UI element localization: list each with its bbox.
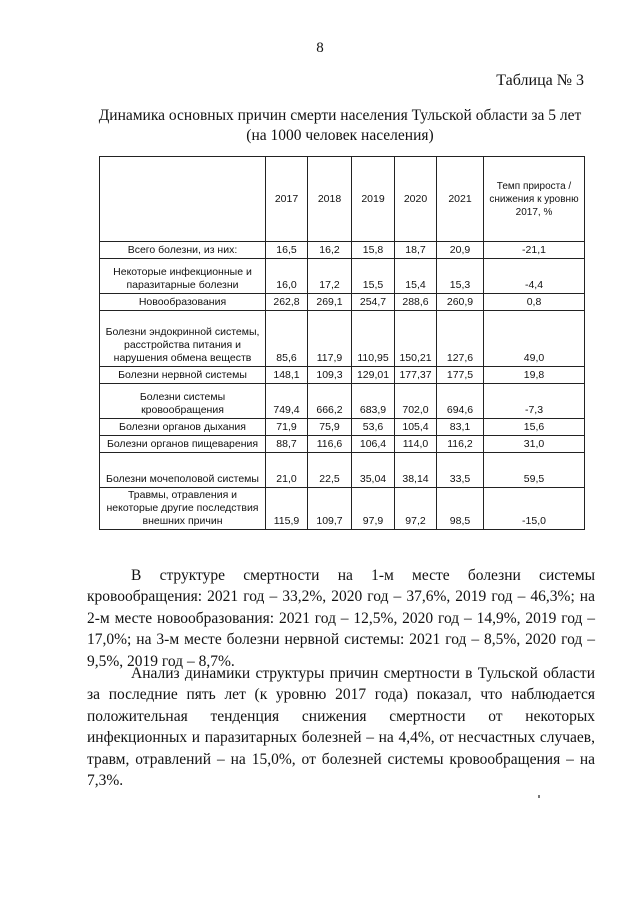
- value-2018: 109,7: [308, 488, 352, 530]
- value-2017: 115,9: [266, 488, 308, 530]
- value-2017: 85,6: [266, 311, 308, 367]
- header-growth-rate: Темп прироста /снижения к уровню 2017, %: [484, 157, 585, 242]
- table-row: [100, 367, 585, 384]
- value-2018: 117,9: [308, 311, 352, 367]
- header-year-2019: 2019: [352, 157, 395, 242]
- table-label: Таблица № 3: [496, 72, 584, 89]
- value-2017: 16,5: [266, 242, 308, 259]
- value-2019: 110,95: [352, 311, 395, 367]
- value-2021: 33,5: [437, 453, 484, 488]
- value-2021: 98,5: [437, 488, 484, 530]
- value-growth-rate: 59,5: [484, 453, 585, 488]
- mortality-table: [99, 156, 585, 530]
- value-growth-rate: 49,0: [484, 311, 585, 367]
- value-2017: 749,4: [266, 384, 308, 419]
- row-cause-name: Болезни мочеполовой системы: [100, 453, 266, 488]
- table-row: [100, 242, 585, 259]
- table-row: [100, 311, 585, 367]
- row-cause-name: Болезни органов дыхания: [100, 419, 266, 436]
- value-2017: 21,0: [266, 453, 308, 488]
- value-2021: 694,6: [437, 384, 484, 419]
- value-2017: 148,1: [266, 367, 308, 384]
- table-row: [100, 419, 585, 436]
- value-2019: 35,04: [352, 453, 395, 488]
- value-2020: 15,4: [395, 259, 437, 294]
- value-2019: 15,5: [352, 259, 395, 294]
- table-row: [100, 453, 585, 488]
- value-2019: 254,7: [352, 294, 395, 311]
- value-2021: 127,6: [437, 311, 484, 367]
- value-growth-rate: -15,0: [484, 488, 585, 530]
- value-growth-rate: -7,3: [484, 384, 585, 419]
- table-row: [100, 294, 585, 311]
- row-cause-name: Новообразования: [100, 294, 266, 311]
- row-cause-name: Болезни органов пищеварения: [100, 436, 266, 453]
- table-row: [100, 259, 585, 294]
- value-2018: 22,5: [308, 453, 352, 488]
- value-2021: 116,2: [437, 436, 484, 453]
- table-header-row: [100, 157, 585, 242]
- page-number: 8: [316, 40, 324, 56]
- value-2020: 97,2: [395, 488, 437, 530]
- value-2021: 260,9: [437, 294, 484, 311]
- value-2019: 97,9: [352, 488, 395, 530]
- value-2020: 288,6: [395, 294, 437, 311]
- value-2020: 150,21: [395, 311, 437, 367]
- header-year-2017: 2017: [266, 157, 308, 242]
- value-2017: 16,0: [266, 259, 308, 294]
- value-2020: 114,0: [395, 436, 437, 453]
- value-2019: 106,4: [352, 436, 395, 453]
- value-2019: 129,01: [352, 367, 395, 384]
- value-2017: 88,7: [266, 436, 308, 453]
- row-cause-name: Болезни эндокринной системы, расстройства питания и нарушения обмена веществ: [100, 311, 266, 367]
- value-growth-rate: 31,0: [484, 436, 585, 453]
- value-2020: 38,14: [395, 453, 437, 488]
- header-year-2018: 2018: [308, 157, 352, 242]
- value-2021: 15,3: [437, 259, 484, 294]
- value-2018: 666,2: [308, 384, 352, 419]
- table-row: [100, 436, 585, 453]
- value-2017: 71,9: [266, 419, 308, 436]
- value-2021: 20,9: [437, 242, 484, 259]
- row-cause-name: Болезни нервной системы: [100, 367, 266, 384]
- header-year-2020: 2020: [395, 157, 437, 242]
- value-growth-rate: -4,4: [484, 259, 585, 294]
- table-row: [100, 384, 585, 419]
- table-title-line-2: (на 1000 человек населения): [246, 127, 434, 144]
- value-2018: 16,2: [308, 242, 352, 259]
- value-growth-rate: 19,8: [484, 367, 585, 384]
- row-cause-name: Всего болезни, из них:: [100, 242, 266, 259]
- value-2019: 53,6: [352, 419, 395, 436]
- table-row: [100, 488, 585, 530]
- paragraph-structure: В структуре смертности на 1-м месте болезни системы кровообращения: 2021 год – 33,2%, 2020 год – 37,6%, 2019 год – 46,3%; на 2-м месте новообразования: 2021 год – 12,5%, 2020 год – 14,9%, 2019 год – 17,0%; на 3-м месте болезни нервной системы: 2021 год – 8,5%, 2020 год – 9,5%, 2019 год – 8,7%.: [87, 566, 595, 670]
- value-2020: 177,37: [395, 367, 437, 384]
- value-2018: 116,6: [308, 436, 352, 453]
- value-growth-rate: 0,8: [484, 294, 585, 311]
- header-cause: [100, 157, 266, 242]
- row-cause-name: Некоторые инфекционные и паразитарные болезни: [100, 259, 266, 294]
- value-2018: 75,9: [308, 419, 352, 436]
- value-2020: 18,7: [395, 242, 437, 259]
- table-title-line-1: Динамика основных причин смерти населения Тульской области за 5 лет: [98, 107, 582, 124]
- header-year-2021: 2021: [437, 157, 484, 242]
- value-2018: 109,3: [308, 367, 352, 384]
- value-2018: 17,2: [308, 259, 352, 294]
- paragraph-analysis: Анализ динамики структуры причин смертности в Тульской области за последние пять лет (к уровню 2017 года) показал, что наблюдается положительная тенденция снижения смертности от некоторых инфекционных и паразитарных болезней – на 4,4%, от несчастных случаев, травм, отравлений – на 15,0%, от болезней системы кровообращения – на 7,3%.: [87, 664, 595, 789]
- value-2020: 105,4: [395, 419, 437, 436]
- table-title: [60, 106, 620, 146]
- value-growth-rate: 15,6: [484, 419, 585, 436]
- value-2021: 177,5: [437, 367, 484, 384]
- value-2019: 15,8: [352, 242, 395, 259]
- value-2019: 683,9: [352, 384, 395, 419]
- scan-speck: [538, 795, 540, 798]
- row-cause-name: Травмы, отравления и некоторые другие последствия внешних причин: [100, 488, 266, 530]
- value-2018: 269,1: [308, 294, 352, 311]
- value-growth-rate: -21,1: [484, 242, 585, 259]
- value-2021: 83,1: [437, 419, 484, 436]
- row-cause-name: Болезни системы кровообращения: [100, 384, 266, 419]
- value-2017: 262,8: [266, 294, 308, 311]
- value-2020: 702,0: [395, 384, 437, 419]
